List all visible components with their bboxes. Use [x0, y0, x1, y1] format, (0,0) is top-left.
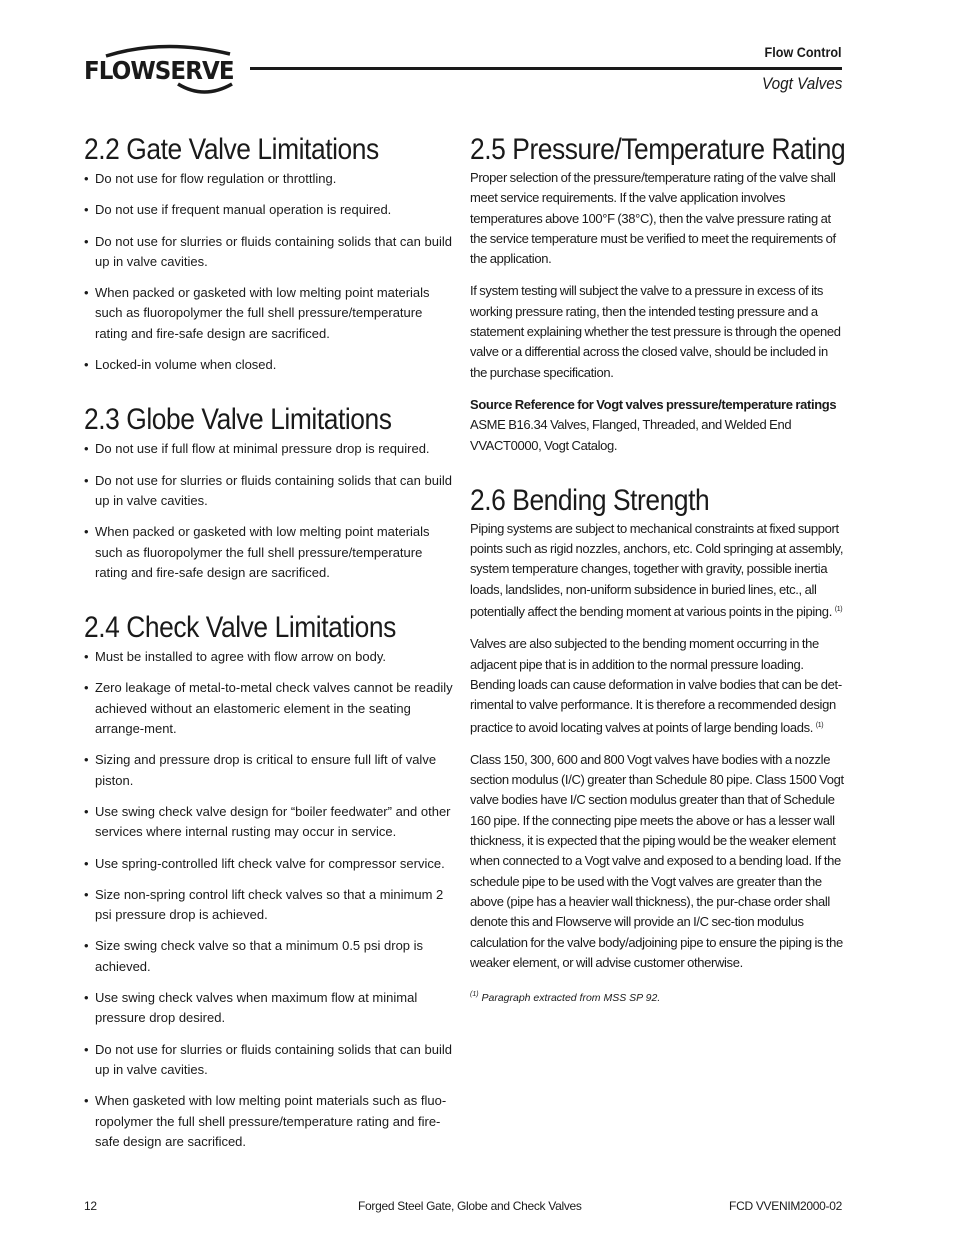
paragraph: Proper selection of the pressure/temperature rating of the valve shall meet service requirements. If the valve application involves temperatures above 100°F (38°C), then the valve pressure rating at the service temperature must be verified to meet the requirements of the application. — [470, 170, 836, 267]
list-item: • When gasketed with low melting point materials such as fluo-ropolymer the full shell pressure/temperature rating and fire-safe design are sacrificed. — [84, 1091, 456, 1152]
list-item: • Sizing and pressure drop is critical to ensure full lift of valve piston. — [84, 750, 456, 791]
list-item: • Do not use for slurries or fluids containing solids that can build up in valve cavities. — [84, 1040, 456, 1081]
section-check-valve — [84, 611, 456, 1152]
section-gate-valve — [84, 133, 456, 375]
footnote-ref: (1) — [834, 606, 843, 614]
list-item: • Do not use if frequent manual operation is required. — [84, 200, 456, 220]
list-item: • Do not use for flow regulation or throttling. — [84, 169, 456, 189]
header-subtitle: Vogt Valves — [761, 74, 842, 93]
section-pressure-temperature — [470, 133, 846, 456]
right-column — [470, 133, 846, 1036]
document-code: FCD VVENIM2000-02 — [729, 1199, 842, 1213]
footnote-mark: (1) — [470, 991, 479, 999]
list-item: • Locked-in volume when closed. — [84, 355, 456, 375]
bullet-list — [84, 169, 456, 375]
list-item: • Do not use for slurries or fluids containing solids that can build up in valve cavities. — [84, 471, 456, 512]
page-number: 12 — [84, 1199, 97, 1213]
header-title: Flow Control — [765, 44, 842, 60]
list-item: • When packed or gasketed with low melting point materials such as fluoropolymer the full shell pressure/temperature rating and fire-safe design are sacrificed. — [84, 283, 456, 344]
paragraph: If system testing will subject the valve to a pressure in excess of its working pressure rating, then the intended testing pressure and a statement explaining whether the test pressure is through the opened valve or a differential across the closed valve, should be included in the purchase specification. — [470, 283, 841, 380]
paragraph — [470, 519, 846, 622]
paragraph: Class 150, 300, 600 and 800 Vogt valves have bodies with a nozzle section modulus (I/C) greater than Schedule 80 pipe. Class 1500 Vogt valve bodies have I/C section modulus greater than that of Schedule 160 pipe. If the connecting pipe meets the above or has a lesser wall thickness, it is expected that the piping would be the weaker element when connected to a Vogt valve and exposed to a bending load. If the schedule pipe to be used with the Vogt valves are greater than the above (pipe has a heavier wall thickness), the pur-chase order shall denote this and Flowserve will provide an I/C sec-tion modulus calculation for the valve body/adjoining pipe to ensure the piping is the weaker element, or will advise customer otherwise. — [470, 751, 844, 970]
list-item: • Use spring-controlled lift check valve for compressor service. — [84, 854, 456, 874]
list-item: • Use swing check valves when maximum flow at minimal pressure drop desired. — [84, 988, 456, 1029]
list-item: • Use swing check valve design for “boiler feedwater” and other services where internal rusting may occur in service. — [84, 802, 456, 843]
bullet-list — [84, 647, 456, 1152]
footnote — [470, 985, 846, 1008]
section-heading: 2.2 Gate Valve Limitations — [84, 133, 379, 166]
paragraph-text: Valves are also subjected to the bending moment occurring in the adjacent pipe that is in addition to the normal pressure loading. Bending loads can cause deformation in valve bodies that can be det-rimental to valve performance. It is therefore a recommended design practice to avoid locating valves at points of large bending loads. — [470, 636, 842, 735]
section-heading: 2.4 Check Valve Limitations — [84, 611, 396, 645]
source-label: Source Reference for Vogt valves pressure/temperature ratings — [470, 396, 837, 412]
footnote-ref: (1) — [815, 721, 824, 729]
section-heading: 2.3 Globe Valve Limitations — [84, 403, 392, 437]
section-bending-strength — [470, 484, 846, 1009]
logo-wordmark: FLOWSERVE — [84, 56, 234, 85]
list-item: • Size non-spring control lift check valves so that a minimum 2 psi pressure drop is achieved. — [84, 885, 456, 926]
paragraph — [470, 634, 846, 737]
section-heading: 2.5 Pressure/Temperature Rating — [470, 133, 846, 166]
list-item: • Size swing check valve so that a minimum 0.5 psi drop is achieved. — [84, 936, 456, 977]
list-item: • Must be installed to agree with flow arrow on body. — [84, 647, 456, 667]
list-item: • Do not use if full flow at minimal pressure drop is required. — [84, 439, 456, 459]
footnote-text: Paragraph extracted from MSS SP 92. — [481, 992, 661, 1005]
section-heading: 2.6 Bending Strength — [470, 483, 710, 517]
source-line: VVACT0000, Vogt Catalog. — [470, 437, 618, 453]
header-rule — [250, 67, 842, 70]
list-item: • Do not use for slurries or fluids containing solids that can build up in valve cavities. — [84, 232, 456, 273]
list-item: • Zero leakage of metal-to-metal check valves cannot be readily achieved without an elastomeric element in the seating arrange-ment. — [84, 678, 456, 739]
bullet-list — [84, 439, 456, 583]
source-reference — [470, 395, 846, 456]
footer-title: Forged Steel Gate, Globe and Check Valves — [358, 1199, 582, 1213]
source-line: ASME B16.34 Valves, Flanged, Threaded, and Welded End — [470, 417, 792, 433]
left-column — [84, 133, 456, 1180]
section-globe-valve — [84, 403, 456, 583]
paragraph-text: Piping systems are subject to mechanical constraints at fixed support points such as rigid nozzles, anchors, etc. Cold springing at assembly, system temperature changes, together with gravity, possible inertia loads, landslides, non-uniform subsidence in buried lines, etc., all potentially affect the bending moment at various points in the piping. — [470, 520, 844, 620]
list-item: • When packed or gasketed with low melting point materials such as fluoropolymer the full shell pressure/temperature rating and fire-safe design are sacrificed. — [84, 522, 456, 583]
flowserve-logo — [84, 44, 244, 102]
